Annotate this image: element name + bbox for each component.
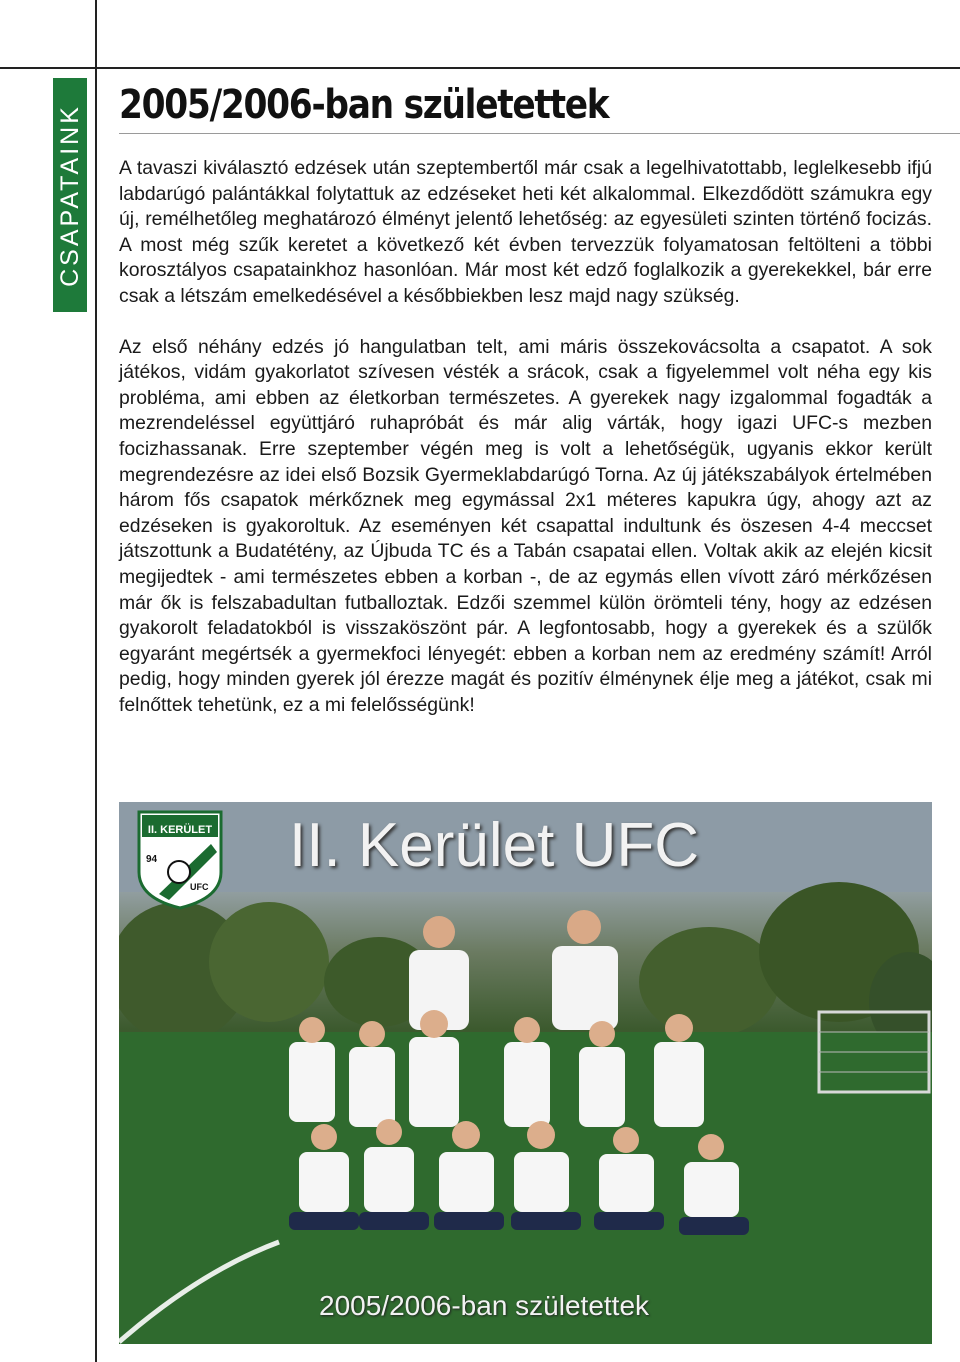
team-photo-scene [119, 802, 932, 1344]
crest-club-code: UFC [190, 882, 209, 892]
section-tab [53, 78, 87, 312]
crest-club-name: II. KERÜLET [147, 824, 213, 836]
photo-caption: 2005/2006-ban születettek [319, 1290, 650, 1321]
crest-year: 94 [146, 854, 158, 865]
paragraph-1: A tavaszi kiválasztó edzések után szeptembertől már csak a legelhivatottabb, leglelkesebb ifjú labdarúgó palántákkal folytattuk az edzéseket heti két alkalommal. Elkezdődött számukra egy új, remélhetőleg meghatározó élményt jelentő lehetőség: az egyesületi szinten történő focizás. A most még szűk keretet a következő két évben tervezzük folyamatosan feltölteni a többi korosztályos csapatainkhoz hasonlóan. Már most két edző foglalkozik a gyerekekkel, bár erre csak a létszám emelkedésével a későbbiekben lesz majd nagy szükség. [119, 157, 932, 307]
header-rule [0, 67, 960, 69]
team-photo [119, 802, 932, 1344]
photo-banner: II. Kerület UFC [289, 811, 699, 880]
paragraph-2: Az első néhány edzés jó hangulatban telt, ami máris összekovácsolta a csapatot. A sok játékos, vidám gyakorlatot szívesen vésték a srácok, csak a figyelemmel volt néha egy kis probléma, ami ebben az életkorban természetes. A gyerekek nagy izgalommal fogadták a mezrendeléssel együttjáró ruhapróbát és már alig várták, hogy igazi UFC-s mezben focizhassanak. Erre szeptember végén meg is volt a lehetőségük, ugyanis ekkor került megrendezésre az idei első Bozsik Gyermeklabdarúgó Torna. Az új játékszabályok értelmében három fős csapatok mérkőznek meg egymással 2x1 méteres kapukra úgy, ahogy azt az edzéseken is gyakoroltuk. Az eseményen két csapattal indultunk és öszesen 4-4 meccset játszottunk a Budatétény, az Újbuda TC és a Tabán csapatai ellen. Voltak akik az elején kicsit megijedtek - ami természetes ebben a korban -, de az egymás ellen vívott záró mérkőzésen már ők is felszabadultan futballoztak. Edzői szemmel külön örömteli tény, hogy az edzésen gyakorolt feladatokból is visszaköszönt pár. A legfontosabb, hogy a gyerekek és a szülők egyaránt megértsék a gyermekfoci lényegét: ebben a korban nem az eredmény számít! Arról pedig, hogy minden gyerek jól érezze magát és pozitív élménynek élje meg a játékot, csak mi felnőttek tehetünk, ez a mi felelősségünk! [119, 335, 932, 716]
left-margin-line [95, 0, 97, 1362]
title-underline [119, 133, 960, 134]
page-title: 2005/2006-ban születettek [119, 82, 609, 128]
article-body [119, 156, 932, 718]
section-tab-label: CSAPATAINK [55, 103, 84, 287]
